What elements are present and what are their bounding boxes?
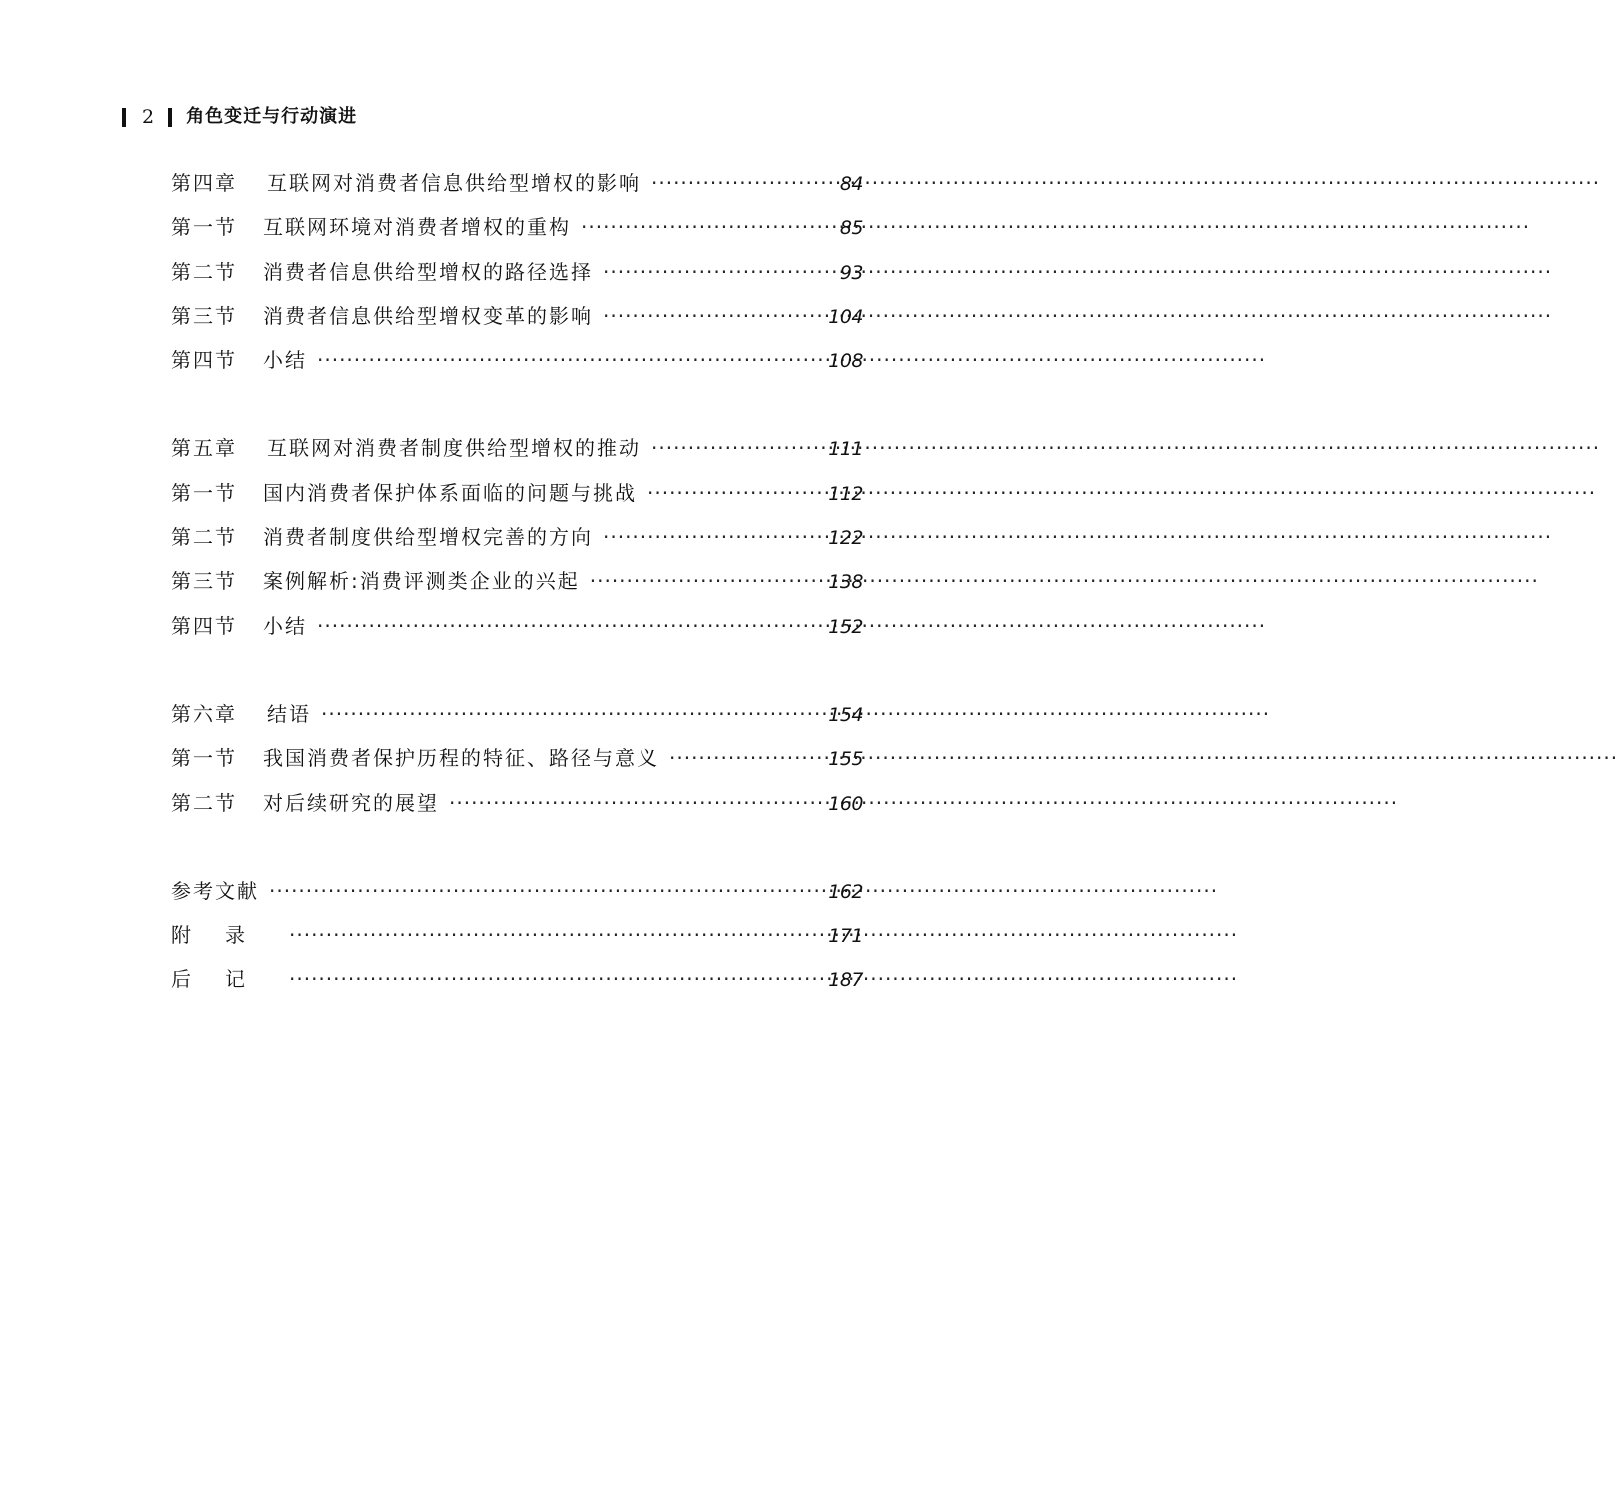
back-matter-group [171,875,863,1008]
page-number: 122 [828,527,863,550]
page-number: 171 [828,925,863,948]
toc-section [171,742,863,786]
dot-leader [603,300,811,332]
page-number: 154 [828,703,863,726]
header-page-number: 2 [142,106,155,128]
page-number: 112 [828,482,863,505]
toc-section [171,787,863,831]
page-number: 152 [828,615,863,638]
toc-section [171,521,863,565]
table-of-contents [171,167,863,1052]
section-title: 小结 [263,613,307,638]
section-title: 消费者制度供给型增权完善的方向 [263,525,593,550]
section-label: 第四节 [171,348,237,373]
dot-leader [581,211,811,243]
appendix-label: 附录 [171,923,279,948]
page-number: 85 [839,217,863,240]
section-title: 对后续研究的展望 [263,790,439,815]
dot-leader [321,698,811,730]
section-title: 消费者信息供给型增权的路径选择 [263,259,593,284]
chapter-label: 第六章 [171,701,237,726]
section-title: 我国消费者保护历程的特征、路径与意义 [263,746,659,771]
section-title: 国内消费者保护体系面临的问题与挑战 [263,480,637,505]
page-number: 162 [828,880,863,903]
page-number: 187 [828,969,863,992]
section-title: 小结 [263,348,307,373]
section-label: 第一节 [171,480,237,505]
toc-afterword [171,963,863,1007]
section-label: 第一节 [171,215,237,240]
dot-leader [590,565,811,597]
running-header [122,104,357,130]
toc-appendix [171,919,863,963]
header-bar-right [168,108,172,127]
page-number: 108 [828,350,863,373]
toc-section [171,610,863,654]
toc-section [171,477,863,521]
dot-leader [603,521,811,553]
dot-leader [317,610,811,642]
chapter-6-group [171,698,863,831]
section-title: 消费者信息供给型增权变革的影响 [263,303,593,328]
page-number: 155 [828,748,863,771]
chapter-4-group [171,167,863,388]
section-label: 第一节 [171,746,237,771]
dot-leader [651,432,811,464]
chapter-label: 第五章 [171,436,237,461]
dot-leader [269,875,811,907]
page-number: 84 [839,173,863,195]
toc-references [171,875,863,919]
references-label: 参考文献 [171,878,259,903]
dot-leader [669,742,811,774]
chapter-title: 结语 [267,701,311,726]
section-label: 第三节 [171,569,237,594]
page-number: 111 [828,438,863,461]
page-number: 160 [828,792,863,815]
toc-section [171,344,863,388]
toc-chapter-5 [171,432,863,476]
section-title: 案例解析:消费评测类企业的兴起 [263,569,580,594]
dot-leader [449,787,811,819]
chapter-5-group [171,432,863,653]
section-title: 互联网环境对消费者增权的重构 [263,215,571,240]
toc-section [171,300,863,344]
section-label: 第二节 [171,790,237,815]
toc-section [171,211,863,255]
section-label: 第四节 [171,613,237,638]
page-number: 104 [828,305,863,328]
chapter-title: 互联网对消费者信息供给型增权的影响 [267,171,641,195]
toc-chapter-6 [171,698,863,742]
dot-leader [651,167,811,199]
dot-leader [647,477,811,509]
toc-chapter-4 [171,167,863,211]
section-label: 第二节 [171,525,237,550]
toc-section [171,565,863,609]
toc-section [171,256,863,300]
dot-leader [317,344,811,376]
dot-leader [289,963,811,995]
dot-leader [603,256,811,288]
chapter-title: 互联网对消费者制度供给型增权的推动 [267,436,641,461]
afterword-label: 后记 [171,967,279,992]
section-label: 第三节 [171,303,237,328]
header-book-title: 角色变迁与行动演进 [186,106,358,127]
page-number: 138 [828,571,863,594]
header-bar-left [122,108,126,127]
dot-leader [289,919,811,951]
page-number: 93 [839,261,863,284]
chapter-label: 第四章 [171,171,237,195]
section-label: 第二节 [171,259,237,284]
